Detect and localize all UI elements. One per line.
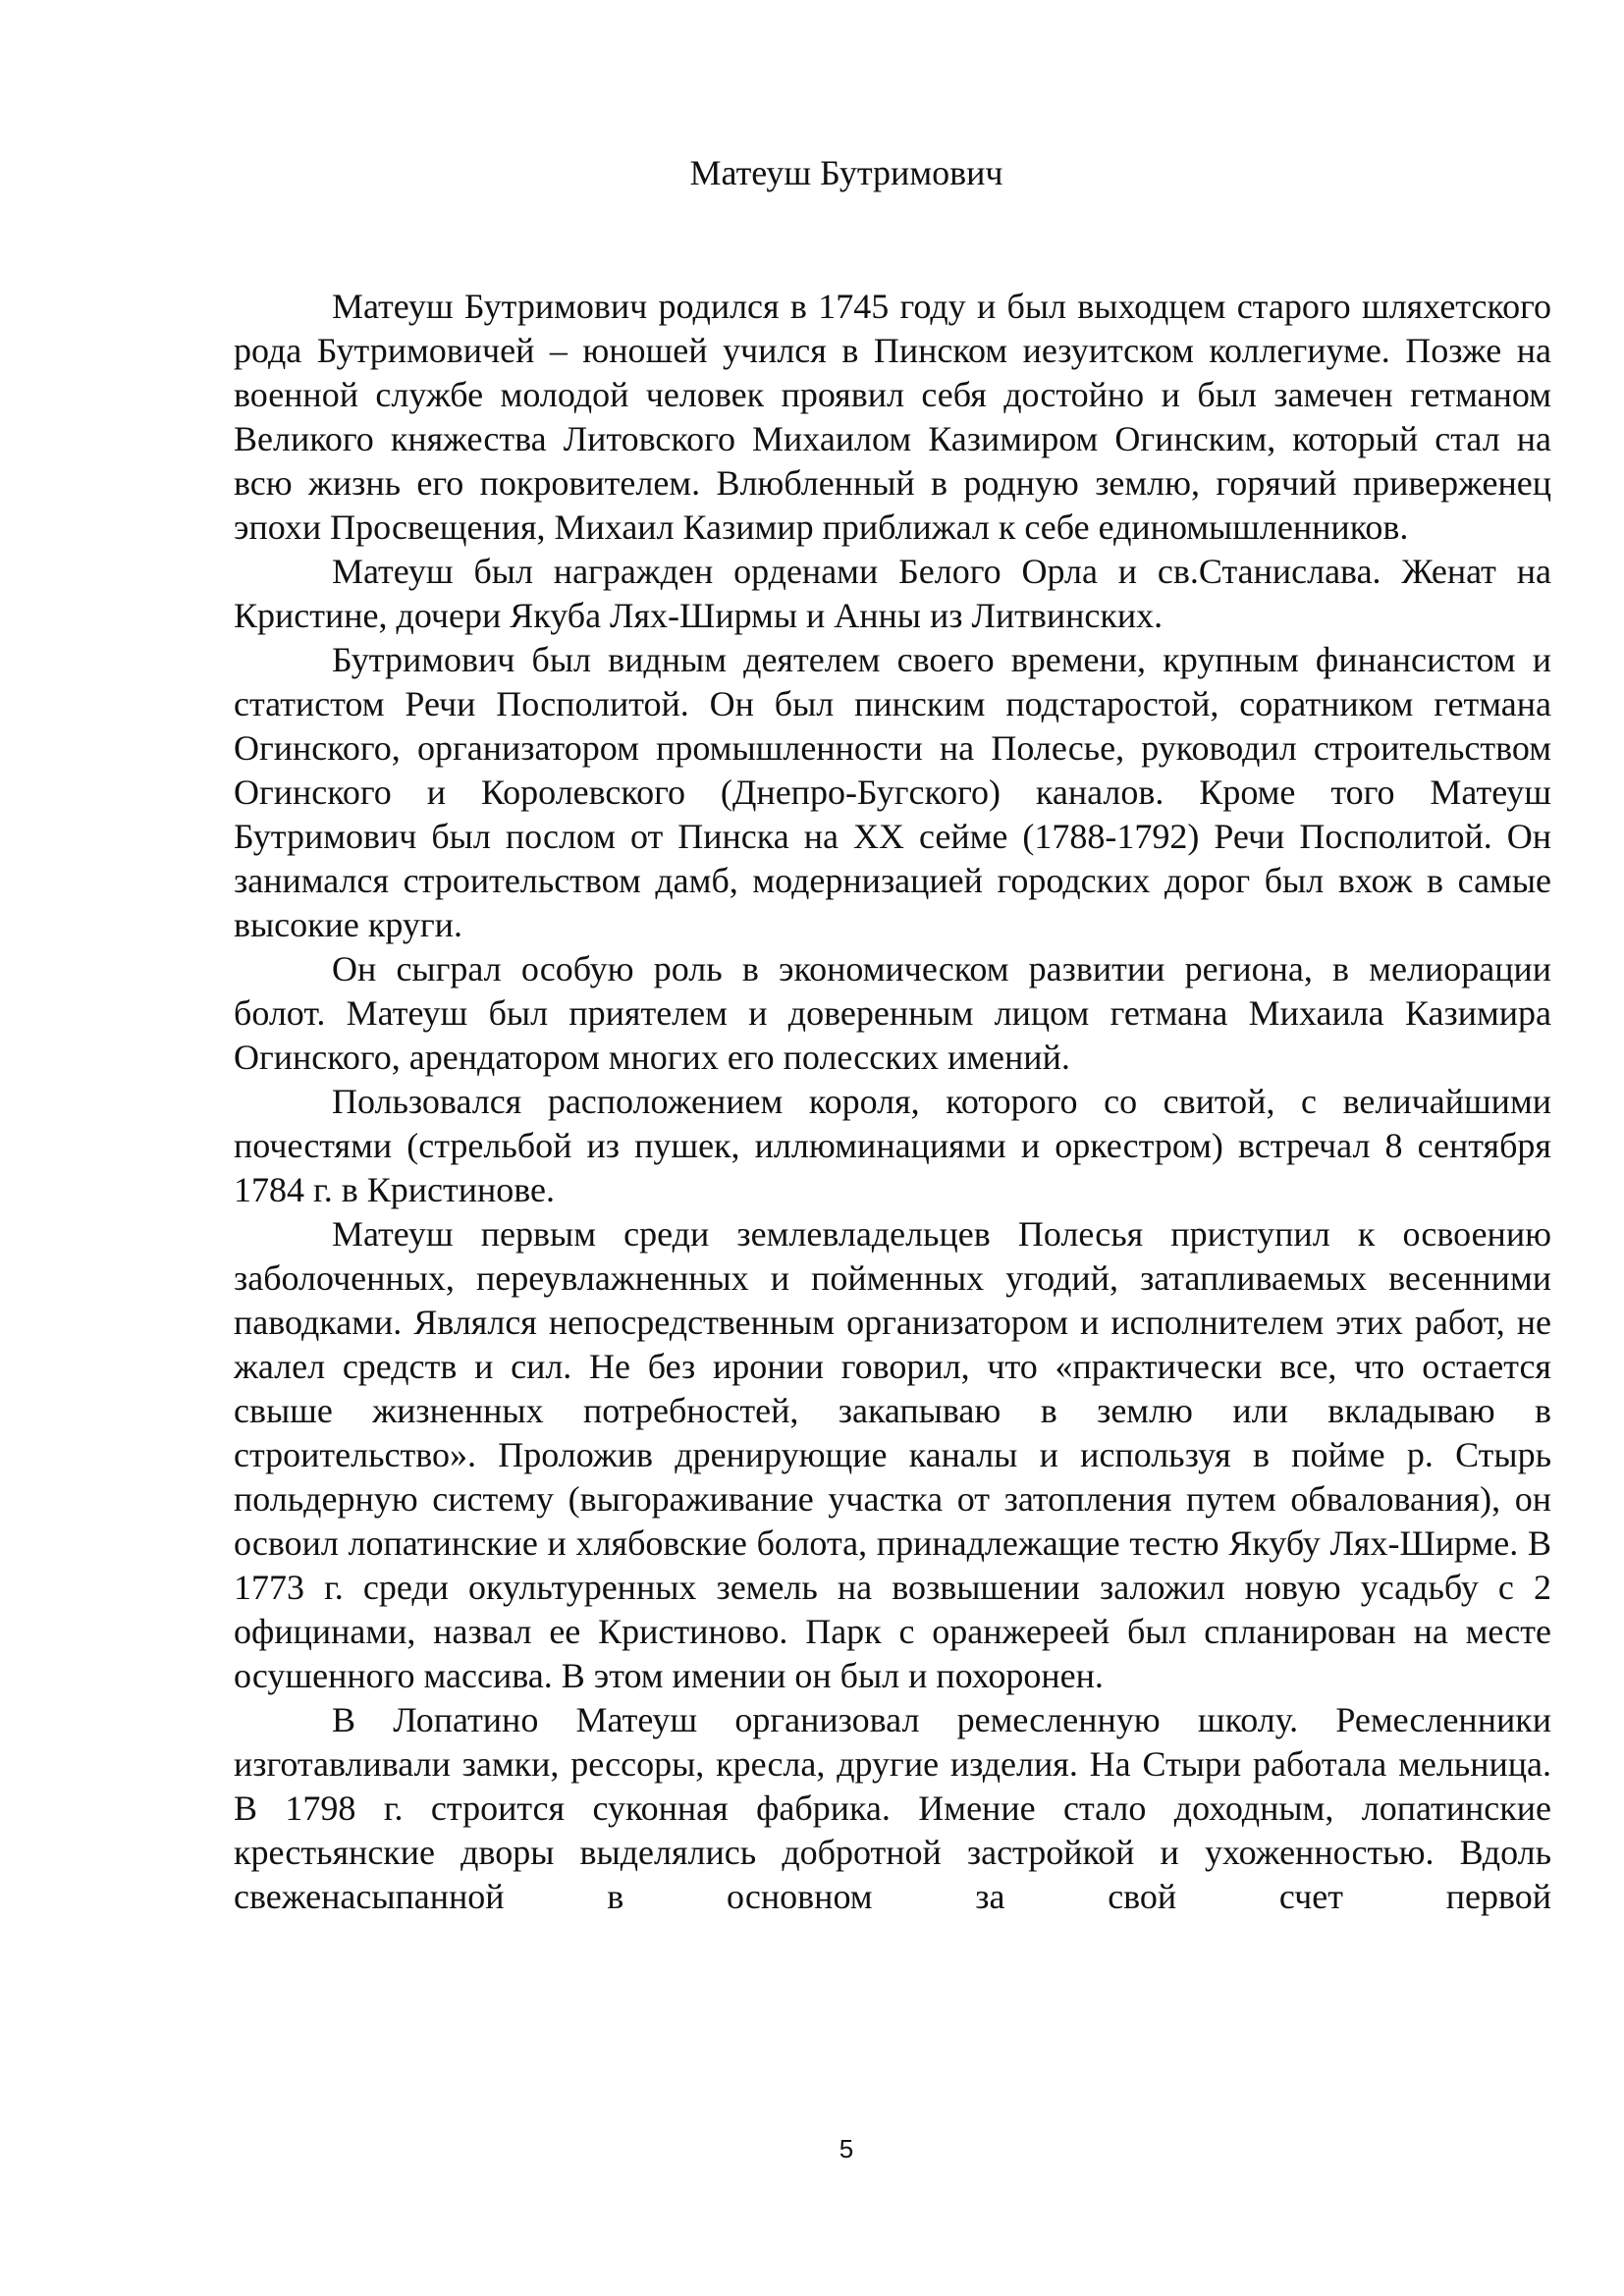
article-body <box>234 285 1551 1919</box>
page-number: 5 <box>839 2134 854 2163</box>
paragraph: Матеуш был награжден орденами Белого Орла и св.Станислава. Женат на Кристине, дочери Якуба Лях-Ширмы и Анны из Литвинских. <box>234 552 1551 635</box>
paragraph: Матеуш первым среди землевладельцев Полесья приступил к освоению заболоченных, переувлажненных и пойменных угодий, затапливаемых весенними паводками. Являлся непосредственным организатором и исполнителем этих работ, не жалел средств и сил. Не без иронии говорил, что «практически все, что остается свыше жизненных потребностей, закапываю в землю или вкладываю в строительство». Проложив дренирующие каналы и используя в пойме р. Стырь польдерную систему (выгораживание участка от затопления путем обвалования), он освоил лопатинские и хлябовские болота, принадлежащие тестю Якубу Лях-Ширме. В 1773 г. среди окультуренных земель на возвышении заложил новую усадьбу с 2 официнами, назвал ее Кристиново. Парк с оранжереей был спланирован на месте осушенного массива. В этом имении он был и похоронен. <box>234 1214 1551 1695</box>
paragraph: Бутримович был видным деятелем своего времени, крупным финансистом и статистом Речи Посполитой. Он был пинским подстаростой, соратником гетмана Огинского, организатором промышленности на Полесье, руководил строительством Огинского и Королевского (Днепро-Бугского) каналов. Кроме того Матеуш Бутримович был послом от Пинска на XX сейме (1788-1792) Речи Посполитой. Он занимался строительством дамб, модернизацией городских дорог был вхож в самые высокие круги. <box>234 640 1551 944</box>
paragraph: Матеуш Бутримович родился в 1745 году и был выходцем старого шляхетского рода Бутримовичей – юношей учился в Пинском иезуитском коллегиуме. Позже на военной службе молодой человек проявил себя достойно и был замечен гетманом Великого княжества Литовского Михаилом Казимиром Огинским, который стал на всю жизнь его покровителем. Влюбленный в родную землю, горячий приверженец эпохи Просвещения, Михаил Казимир приближал к себе единомышленников. <box>234 287 1551 547</box>
paragraph: Пользовался расположением короля, которого со свитой, с величайшими почестями (стрельбой из пушек, иллюминациями и оркестром) встречал 8 сентября 1784 г. в Кристинове. <box>234 1082 1551 1209</box>
paragraph: В Лопатино Матеуш организовал ремесленную школу. Ремесленники изготавливали замки, рессоры, кресла, другие изделия. На Стыри работала мельница. В 1798 г. строится суконная фабрика. Имение стало доходным, лопатинские крестьянские дворы выделялись добротной застройкой и ухоженностью. Вдоль свеженасыпанной в основном за свой счет первой <box>234 1700 1551 1916</box>
paragraph: Он сыграл особую роль в экономическом развитии региона, в мелиорации болот. Матеуш был приятелем и доверенным лицом гетмана Михаила Казимира Огинского, арендатором многих его полесских имений. <box>234 949 1551 1077</box>
page-title: Матеуш Бутримович <box>689 153 1003 192</box>
